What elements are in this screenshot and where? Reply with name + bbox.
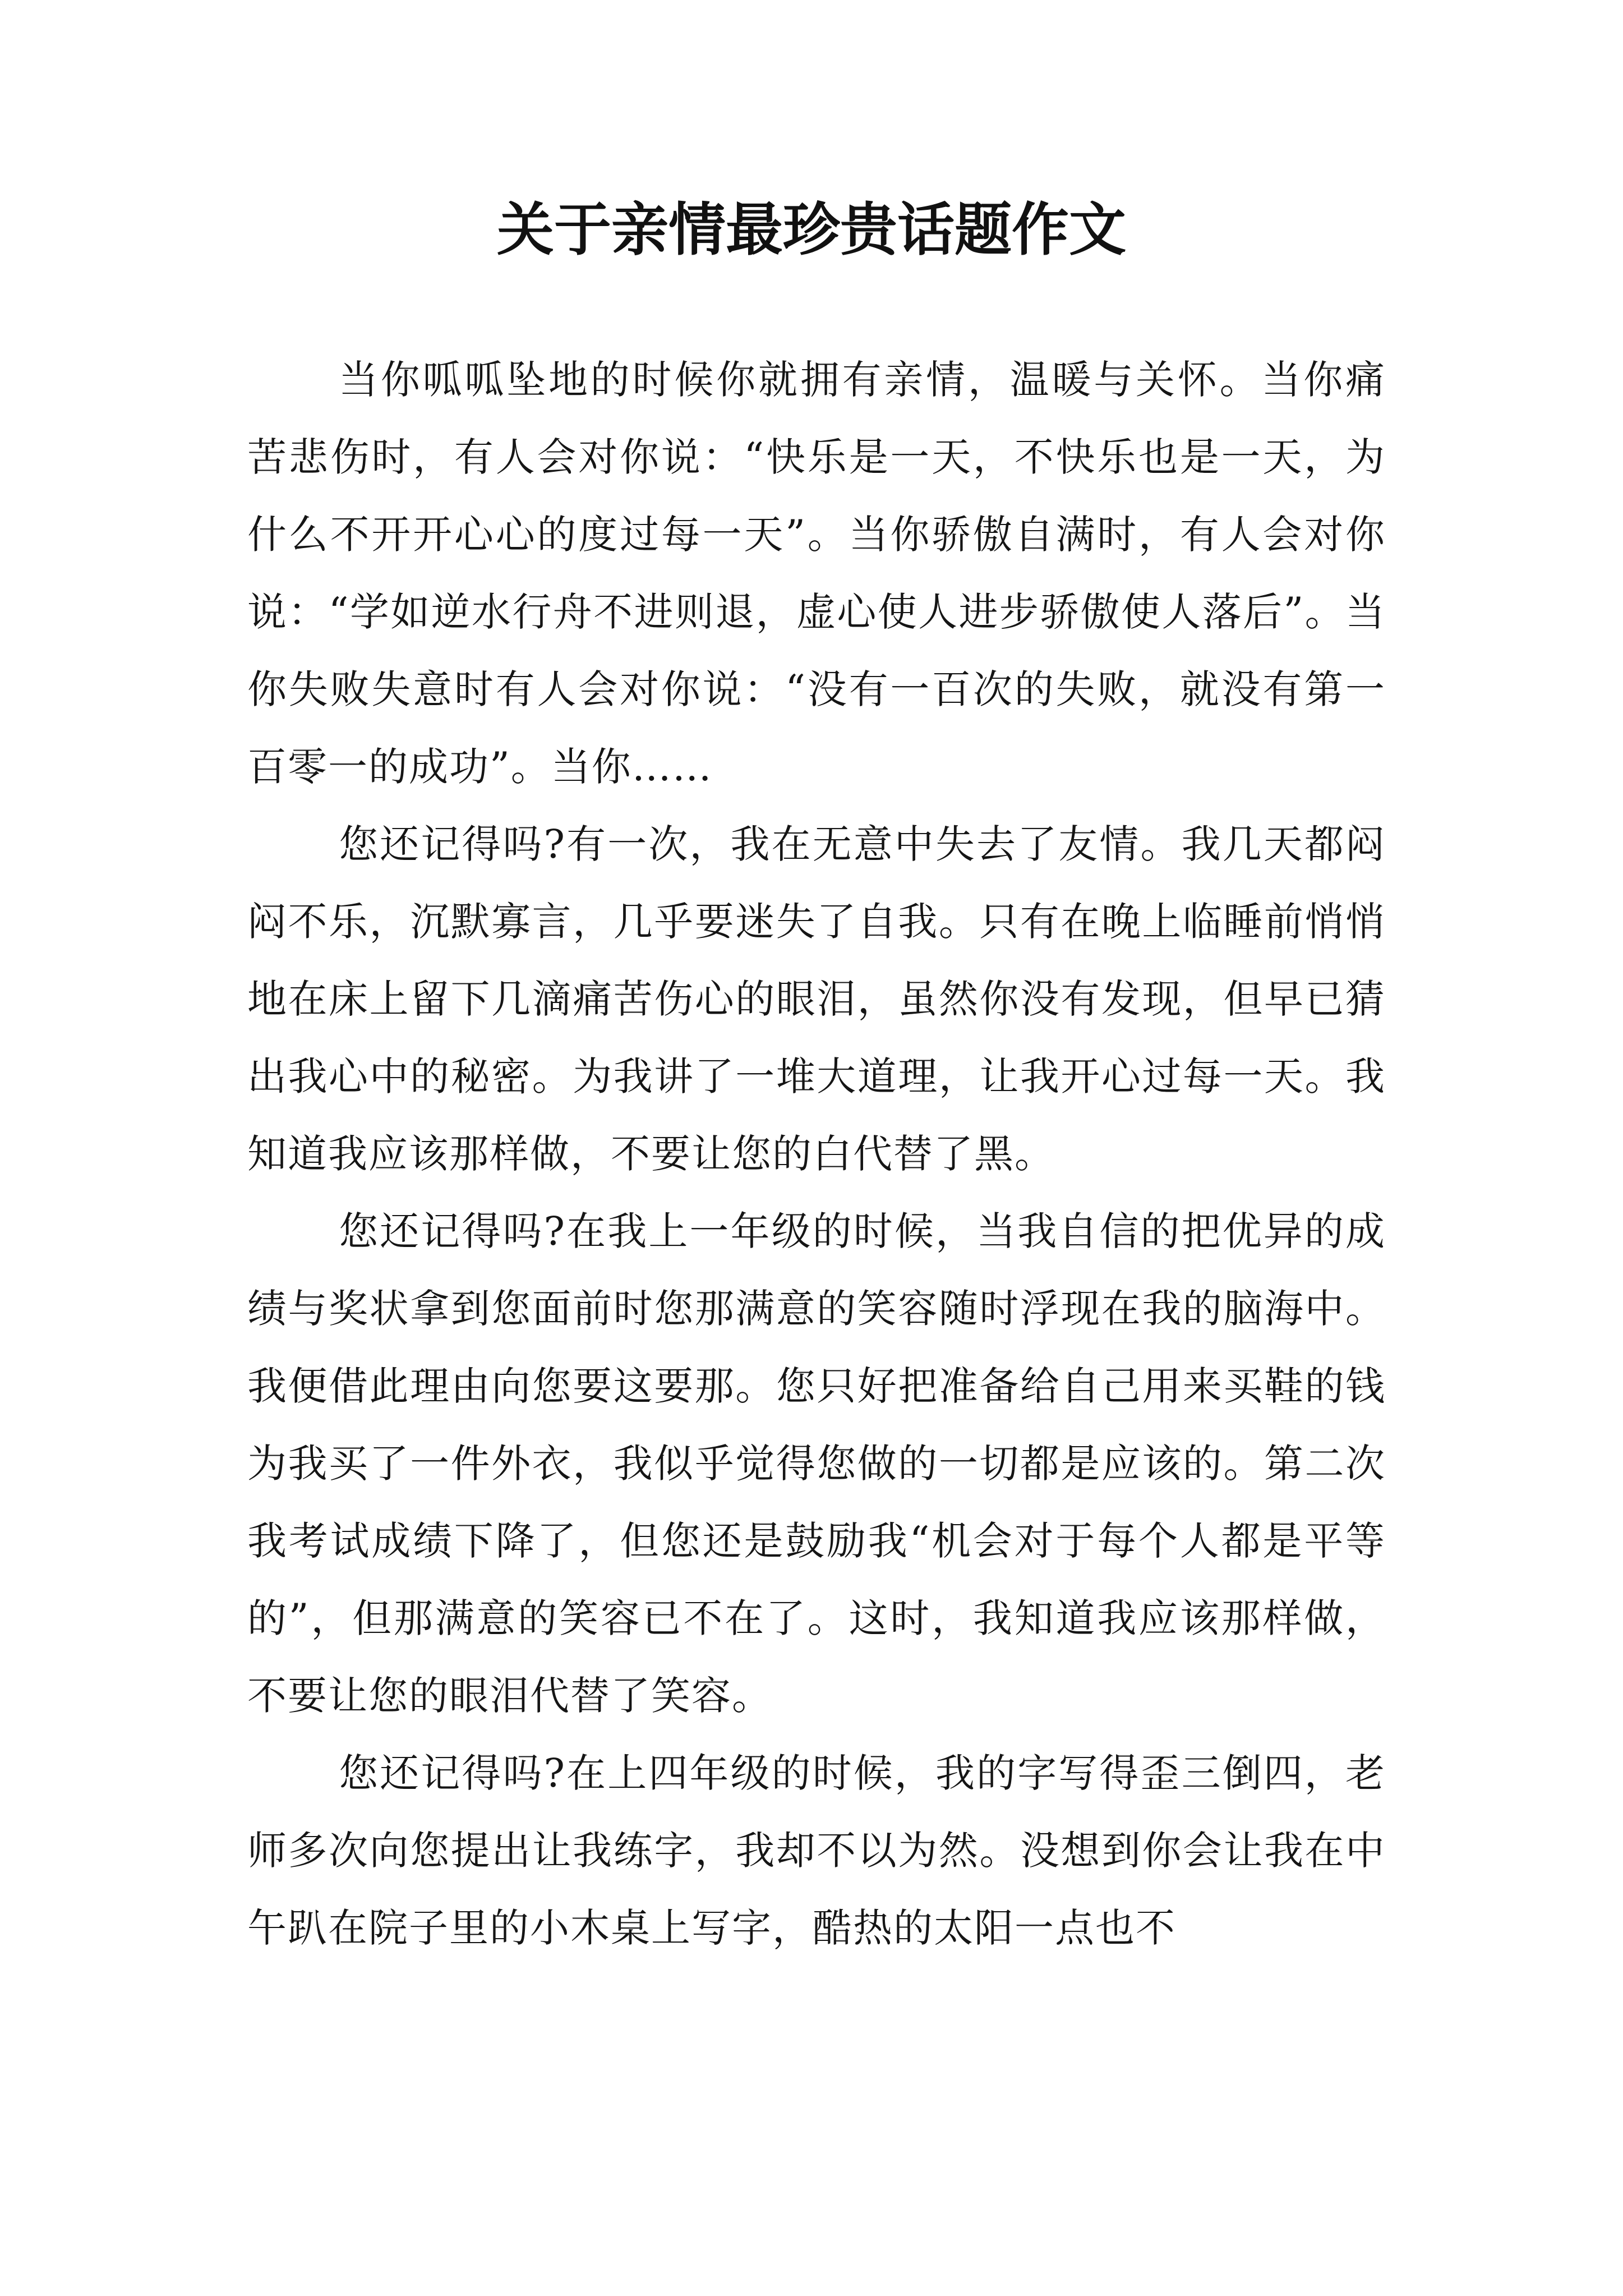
paragraph: 当你呱呱坠地的时候你就拥有亲情，温暖与关怀。当你痛苦悲伤时，有人会对你说：“快乐是一天，不快乐也是一天，为什么不开开心心的度过每一天”。当你骄傲自满时，有人会对你说：“学如逆水行舟不进则退，虚心使人进步骄傲使人落后”。当你失败失意时有人会对你说：“没有一百次的失败，就没有第一百零一的成功”。当你…… [247,357,1386,790]
paragraph: 您还记得吗?有一次，我在无意中失去了友情。我几天都闷闷不乐，沉默寡言，几乎要迷失了自我。只有在晚上临睡前悄悄地在床上留下几滴痛苦伤心的眼泪，虽然你没有发现，但早已猜出我心中的秘密。为我讲了一堆大道理，让我开心过每一天。我知道我应该那样做，不要让您的白代替了黑。 [247,821,1386,1177]
paragraph: 您还记得吗?在我上一年级的时候，当我自信的把优异的成绩与奖状拿到您面前时您那满意的笑容随时浮现在我的脑海中。我便借此理由向您要这要那。您只好把准备给自己用来买鞋的钱为我买了一件外衣，我似乎觉得您做的一切都是应该的。第二次我考试成绩下降了，但您还是鼓励我“机会对于每个人都是平等的”，但那满意的笑容已不在了。这时，我知道我应该那样做，不要让您的眼泪代替了笑容。 [247,1208,1386,1719]
paragraph: 您还记得吗?在上四年级的时候，我的字写得歪三倒四，老师多次向您提出让我练字，我却不以为然。没想到你会让我在中午趴在院子里的小木桌上写字，酷热的太阳一点也不 [247,1750,1386,1951]
document-body [247,341,1386,1967]
document-title: 关于亲情最珍贵话题作文 [497,196,1126,264]
